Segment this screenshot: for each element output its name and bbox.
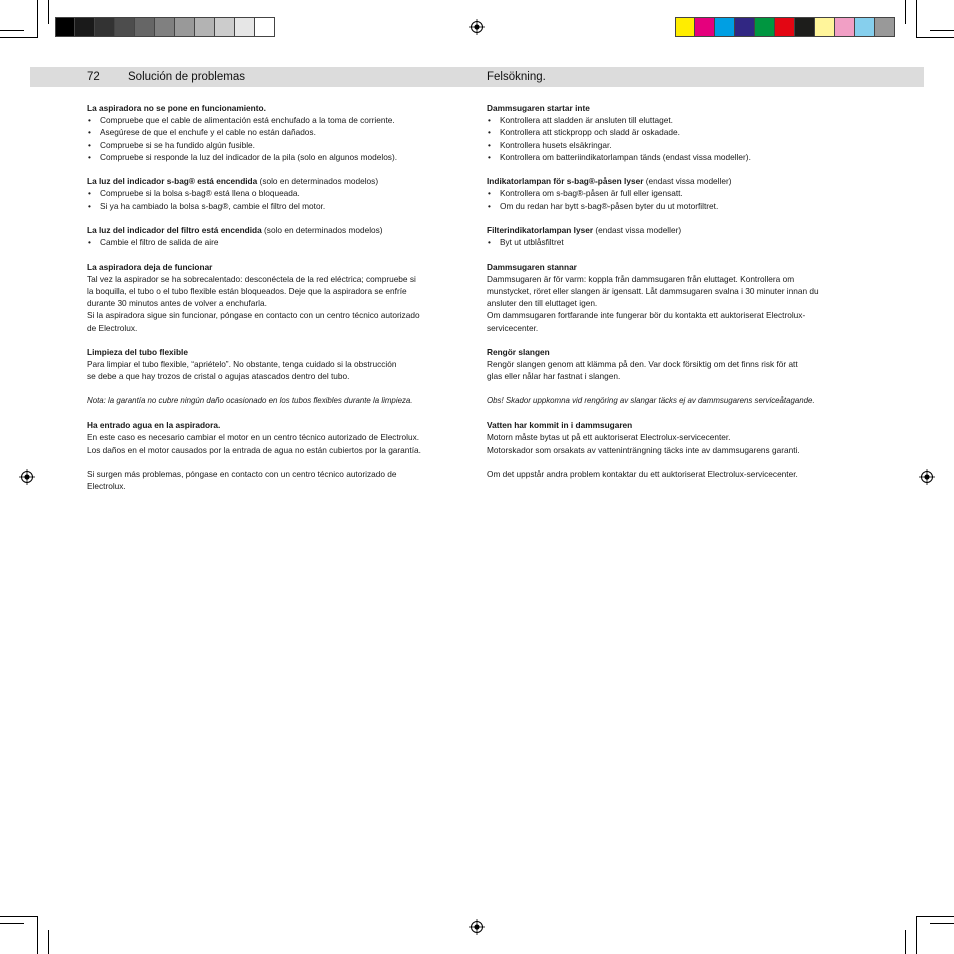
paragraph-line: En este caso es necesario cambiar el motor en un centro técnico autorizado de Electrolux. [87,432,420,443]
process-color-bar [675,17,895,37]
color-swatch [755,17,775,37]
closing-paragraph [87,468,473,492]
paragraph-line: Om dammsugaren fortfarande inte fungerar bör du kontakta ett auktoriserat Electrolux- [487,310,806,321]
paragraph-line: Para limpiar el tubo flexible, “apriételo”. No obstante, tenga cuidado si la obstrucción [87,359,397,370]
paragraph-line: de Electrolux. [87,322,138,333]
heading-qualifier: (endast vissa modeller) [643,176,732,187]
warranty-note: Nota: la garantía no cubre ningún daño ocasionado en los tubos flexibles durante la limpieza. [87,395,413,405]
crop-mark-icon [916,37,954,38]
color-swatch [675,17,695,37]
color-swatch [255,17,275,37]
crop-mark-icon [0,916,38,917]
registration-mark-icon [469,919,485,935]
list-item: • Kontrollera om s-bag®-påsen är full eller igensatt. [487,187,873,199]
grayscale-color-bar [55,17,275,37]
crop-mark-icon [916,0,917,38]
spanish-column [87,102,473,505]
section-title-spanish: Solución de problemas [128,71,245,83]
color-swatch [55,17,75,37]
list-item: • Om du redan har bytt s-bag®-påsen byter du ut motorfiltret. [487,200,873,212]
section-heading: Indikatorlampan för s-bag®-påsen lyser (endast vissa modeller) [487,176,732,187]
list-item: • Compruebe si la bolsa s-bag® está llena o bloqueada. [87,187,473,199]
paragraph-line: Motorskador som orsakats av vatteninträngning täcks inte av dammsugarens garanti. [487,444,800,455]
crop-mark-icon [37,0,38,38]
crop-mark-icon [0,37,38,38]
paragraph-line: se debe a que hay trozos de cristal o agujas atascados dentro del tubo. [87,371,350,382]
list-item: • Kontrollera att stickpropp och sladd är oskadade. [487,126,873,138]
paragraph-line: Dammsugaren är för varm: koppla från dammsugaren från eluttaget. Kontrollera om [487,273,795,284]
paragraph-line: glas eller nålar har fastnat i slangen. [487,371,621,382]
paragraph-line: Om det uppstår andra problem kontaktar du ett auktoriserat Electrolux-servicecenter. [487,468,798,479]
color-swatch [875,17,895,37]
color-swatch [75,17,95,37]
list-item: • Asegúrese de que el enchufe y el cable no están dañados. [87,126,473,138]
paragraph-line: Tal vez la aspirador se ha sobrecalentado: desconéctela de la red eléctrica; compruebe si [87,273,416,284]
crop-mark-icon [930,30,954,31]
warranty-note: Obs! Skador uppkomna vid rengöring av slangar täcks ej av dammsugarens serviceåtagande. [487,395,815,405]
bullet-list [87,187,473,211]
troubleshoot-section [487,419,873,456]
list-item: • Si ya ha cambiado la bolsa s-bag®, cambie el filtro del motor. [87,200,473,212]
color-swatch [695,17,715,37]
crop-mark-icon [905,0,906,24]
list-item: • Compruebe que el cable de alimentación está enchufado a la toma de corriente. [87,114,473,126]
registration-mark-icon [469,19,485,35]
crop-mark-icon [0,30,24,31]
color-swatch [855,17,875,37]
section-heading: Limpieza del tubo flexible [87,347,188,357]
paragraph-line: Rengör slangen genom att klämma på den. Var dock försiktig om det finns risk för att [487,359,798,370]
page-number: 72 [87,71,100,83]
troubleshoot-section [487,261,873,334]
color-swatch [235,17,255,37]
section-heading: Ha entrado agua en la aspiradora. [87,420,221,431]
bullet-list [87,236,473,248]
bullet-list [487,187,873,211]
list-item: • Byt ut utblåsfiltret [487,236,873,248]
bullet-list [487,236,873,248]
list-item: • Kontrollera om batteriindikatorlampan tänds (endast vissa modeller). [487,151,873,163]
section-header-bar [30,67,924,87]
section-heading: La aspiradora no se pone en funcionamiento. [87,103,266,113]
troubleshoot-section [487,175,873,212]
list-item: • Cambie el filtro de salida de aire [87,236,473,248]
paragraph-line: durante 30 minutos antes de volver a enchufarla. [87,298,267,309]
registration-mark-icon [19,469,35,485]
troubleshoot-section [87,224,473,248]
section-heading: Rengör slangen [487,347,550,357]
color-swatch [215,17,235,37]
section-heading: La luz del indicador del filtro está encendida (solo en determinados modelos) [87,225,383,235]
crop-mark-icon [916,916,954,917]
color-swatch [815,17,835,37]
troubleshoot-section [487,346,873,383]
color-swatch [835,17,855,37]
section-heading: Vatten har kommit in i dammsugaren [487,420,633,431]
heading-qualifier: (endast vissa modeller) [593,225,682,235]
color-swatch [195,17,215,37]
color-swatch [775,17,795,37]
color-swatch [735,17,755,37]
crop-mark-icon [48,930,49,954]
registration-mark-icon [919,469,935,485]
section-heading: La aspiradora deja de funcionar [87,261,213,272]
crop-mark-icon [905,930,906,954]
paragraph-line: ansluter den till eluttaget igen. [487,298,598,309]
swedish-column [487,102,873,492]
list-item: • Compruebe si se ha fundido algún fusible. [87,139,473,151]
paragraph-line: la boquilla, el tubo o el tubo flexible están bloqueados. Deje que la aspiradora se enfríe [87,286,407,296]
troubleshoot-section [87,175,473,212]
color-swatch [715,17,735,37]
color-swatch [135,17,155,37]
troubleshoot-section [87,261,473,334]
troubleshoot-section [87,346,473,383]
paragraph-line: Electrolux. [87,481,126,492]
section-title-swedish: Felsökning. [487,71,546,83]
bullet-list [487,114,873,163]
crop-mark-icon [916,916,917,954]
heading-qualifier: (solo en determinados modelos) [257,176,379,187]
crop-mark-icon [930,923,954,924]
color-swatch [175,17,195,37]
troubleshoot-section [87,102,473,163]
paragraph-line: Si surgen más problemas, póngase en contacto con un centro técnico autorizado de [87,468,397,479]
crop-mark-icon [37,916,38,954]
section-heading: Dammsugaren startar inte [487,103,590,113]
troubleshoot-section [487,224,873,248]
list-item: • Kontrollera husets elsäkringar. [487,139,873,151]
color-swatch [155,17,175,37]
color-swatch [95,17,115,37]
heading-qualifier: (solo en determinados modelos) [261,225,383,235]
paragraph-line: Los daños en el motor causados por la entrada de agua no están cubiertos por la garantía. [87,444,421,455]
section-heading: Dammsugaren stannar [487,261,577,272]
troubleshoot-section [87,419,473,456]
crop-mark-icon [0,923,24,924]
bullet-list [87,114,473,163]
section-heading: Filterindikatorlampan lyser (endast vissa modeller) [487,225,682,235]
color-swatch [795,17,815,37]
list-item: • Compruebe si responde la luz del indicador de la pila (solo en algunos modelos). [87,151,473,163]
list-item: • Kontrollera att sladden är ansluten till eluttaget. [487,114,873,126]
paragraph-line: munstycket, röret eller slangen är igensatt. Låt dammsugaren svalna i 30 minuter innan du [487,286,819,296]
color-swatch [115,17,135,37]
section-heading: La luz del indicador s-bag® está encendida (solo en determinados modelos) [87,176,379,187]
troubleshoot-section [487,102,873,163]
paragraph-line: Motorn måste bytas ut på ett auktoriserat Electrolux-servicecenter. [487,432,731,443]
closing-paragraph [487,468,873,480]
paragraph-line: Si la aspiradora sigue sin funcionar, póngase en contacto con un centro técnico autorizado [87,310,420,321]
paragraph-line: servicecenter. [487,322,539,333]
crop-mark-icon [48,0,49,24]
